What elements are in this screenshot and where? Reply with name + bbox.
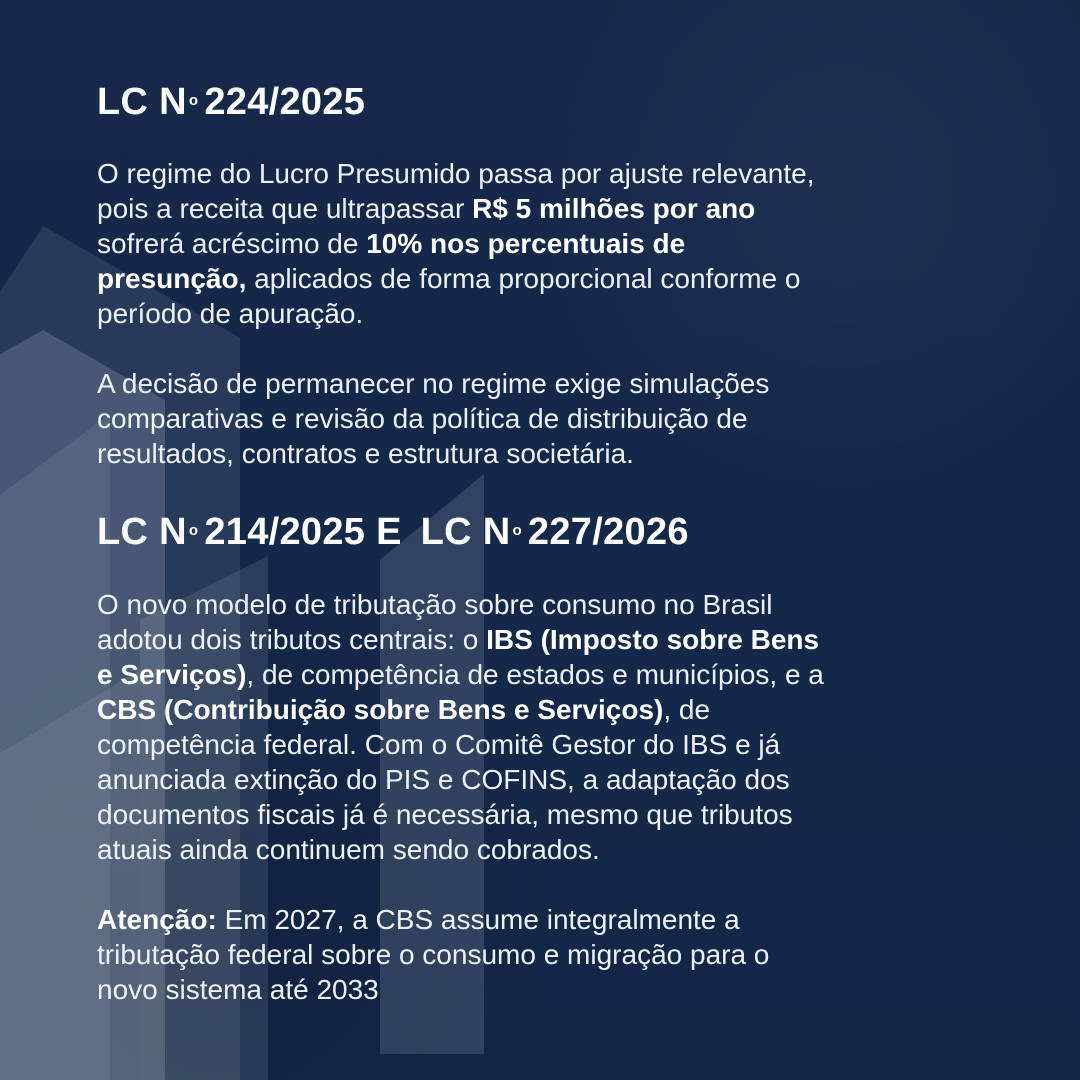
heading-prefix: LC N <box>420 511 511 553</box>
heading-prefix: LC N <box>97 511 187 553</box>
paragraph-emphasis: Atenção: <box>97 904 217 935</box>
paragraph-emphasis: 10% nos percentuais de <box>366 228 686 259</box>
paragraph-line: sofrerá acréscimo de <box>97 228 367 259</box>
paragraph-emphasis: presunção, <box>97 263 247 294</box>
paragraph-line: pois a receita que ultrapassar <box>97 193 473 224</box>
paragraph-line: período de apuração. <box>97 298 364 329</box>
heading-degree: o <box>188 522 199 539</box>
heading-degree: o <box>188 92 199 109</box>
paragraph-emphasis: CBS (Contribuição sobre Bens e Serviços) <box>97 694 664 725</box>
paragraph-line: atuais ainda continuem sendo cobrados. <box>97 834 600 865</box>
paragraph-line: , de <box>663 694 711 725</box>
paragraph-line: resultados, contratos e estrutura societária. <box>97 438 634 469</box>
paragraph-line: competência federal. Com o Comitê Gestor do IBS e já <box>97 729 781 760</box>
paragraph-line: , de competência de estados e municípios, e a <box>246 659 824 690</box>
paragraph-attention-2027 <box>97 902 977 1007</box>
paragraph-emphasis: R$ 5 milhões por ano <box>472 193 756 224</box>
paragraph-line: anunciada extinção do PIS e COFINS, a adaptação dos <box>97 764 790 795</box>
heading-degree: o <box>512 522 522 539</box>
heading-lc-214-2025-and-227-2026 <box>97 510 689 554</box>
heading-number: 224/2025 <box>204 81 366 123</box>
paragraph-line: novo sistema até 2033 <box>97 974 379 1005</box>
paragraph-consumption-tax-model <box>97 587 977 867</box>
paragraph-line: adotou dois tributos centrais: o <box>97 624 487 655</box>
paragraph-line: Em 2027, a CBS assume integralmente a <box>216 904 740 935</box>
paragraph-line: comparativas e revisão da política de distribuição de <box>97 403 748 434</box>
paragraph-emphasis: IBS (Imposto sobre Bens <box>486 624 820 655</box>
paragraph-line: O regime do Lucro Presumido passa por ajuste relevante, <box>97 158 815 189</box>
paragraph-emphasis: e Serviços) <box>97 659 247 690</box>
paragraph-line: documentos fiscais já é necessária, mesmo que tributos <box>97 799 793 830</box>
paragraph-line: A decisão de permanecer no regime exige simulações <box>97 368 770 399</box>
paragraph-line: tributação federal sobre o consumo e migração para o <box>97 939 770 970</box>
paragraph-line: O novo modelo de tributação sobre consumo no Brasil <box>97 589 773 620</box>
paragraph-line: aplicados de forma proporcional conforme o <box>246 263 801 294</box>
paragraph-lucro-presumido <box>97 156 977 331</box>
heading-number: 227/2026 <box>527 511 689 553</box>
paragraph-regime-decision <box>97 366 977 471</box>
heading-lc-224-2025 <box>97 80 365 124</box>
heading-number: 214/2025 E <box>204 511 402 553</box>
heading-prefix: LC N <box>97 81 187 123</box>
